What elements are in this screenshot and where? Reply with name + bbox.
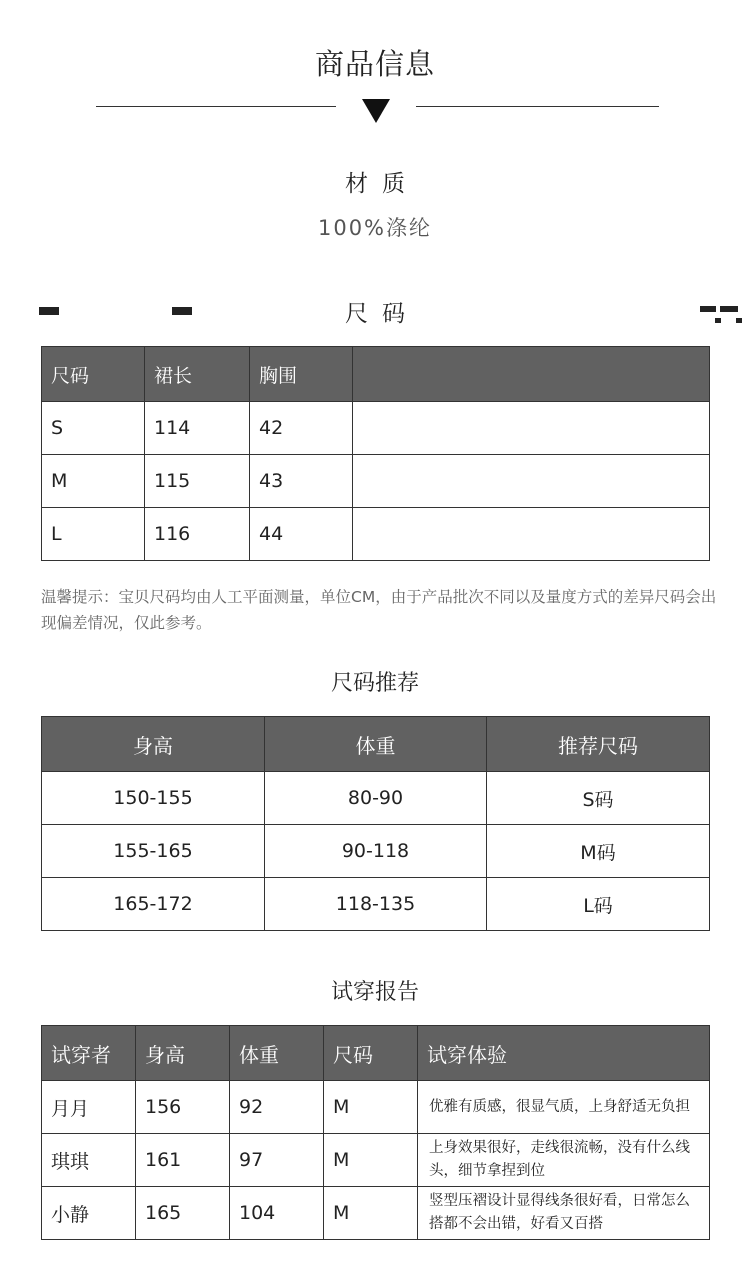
table-cell: 116 [145, 508, 250, 561]
size-note: 温馨提示：宝贝尺码均由人工平面测量，单位CM，由于产品批次不同以及量度方式的差异尺码会出现偏差情况，仅此参考。 [41, 588, 717, 632]
table-cell: S码 [487, 772, 710, 825]
table-cell [353, 402, 710, 455]
size-chart-table [41, 346, 710, 561]
table-row [42, 508, 710, 561]
table-row [42, 878, 710, 931]
column-header: 身高 [42, 717, 265, 772]
decorative-dash [736, 318, 742, 323]
table-cell: 92 [230, 1081, 324, 1134]
title-divider-left [96, 106, 336, 107]
decorative-dash [720, 306, 738, 312]
recommendation-heading: 尺码推荐 [330, 671, 419, 696]
column-header: 体重 [230, 1026, 324, 1081]
column-header: 试穿体验 [418, 1026, 710, 1081]
table-cell: 115 [145, 455, 250, 508]
table-cell: L码 [487, 878, 710, 931]
table-cell: 104 [230, 1187, 324, 1240]
table-cell: 80-90 [265, 772, 487, 825]
table-row [42, 1081, 710, 1134]
table-cell: 165-172 [42, 878, 265, 931]
table-header-row [42, 1026, 710, 1081]
down-triangle-icon [362, 99, 390, 123]
table-cell: M [324, 1134, 418, 1187]
table-cell [353, 455, 710, 508]
table-cell: M [324, 1187, 418, 1240]
column-header: 胸围 [250, 347, 353, 402]
try-on-table [41, 1025, 710, 1240]
table-row [42, 772, 710, 825]
table-row [42, 455, 710, 508]
table-cell: 161 [136, 1134, 230, 1187]
table-row [42, 825, 710, 878]
table-cell: 43 [250, 455, 353, 508]
table-cell: M码 [487, 825, 710, 878]
table-header-row [42, 347, 710, 402]
column-header: 身高 [136, 1026, 230, 1081]
table-cell: 165 [136, 1187, 230, 1240]
recommendation-table [41, 716, 710, 931]
table-cell: 150-155 [42, 772, 265, 825]
table-cell: 114 [145, 402, 250, 455]
table-cell: 月月 [42, 1081, 136, 1134]
table-cell: 156 [136, 1081, 230, 1134]
table-row [42, 1187, 710, 1240]
table-cell: 118-135 [265, 878, 487, 931]
column-header: 裙长 [145, 347, 250, 402]
table-cell: 竖型压褶设计显得线条很好看，日常怎么搭都不会出错，好看又百搭 [418, 1187, 710, 1240]
table-row [42, 402, 710, 455]
column-header: 尺码 [324, 1026, 418, 1081]
table-cell: 90-118 [265, 825, 487, 878]
size-chart-heading: 尺码 [345, 301, 419, 327]
column-header: 尺码 [42, 347, 145, 402]
table-cell: 155-165 [42, 825, 265, 878]
table-cell: 44 [250, 508, 353, 561]
material-value: 100%涤纶 [317, 216, 433, 240]
table-cell [353, 508, 710, 561]
column-header: 试穿者 [42, 1026, 136, 1081]
try-on-heading: 试穿报告 [330, 980, 419, 1005]
column-header: 推荐尺码 [487, 717, 710, 772]
table-cell: 97 [230, 1134, 324, 1187]
table-cell: 小静 [42, 1187, 136, 1240]
decorative-dash [715, 318, 721, 323]
table-cell: M [324, 1081, 418, 1134]
table-row [42, 1134, 710, 1187]
column-header [353, 347, 710, 402]
table-cell: 上身效果很好，走线很流畅，没有什么线头，细节拿捏到位 [418, 1134, 710, 1187]
table-cell: M [42, 455, 145, 508]
table-cell: 42 [250, 402, 353, 455]
table-cell: S [42, 402, 145, 455]
table-cell: 优雅有质感，很显气质，上身舒适无负担 [418, 1081, 710, 1134]
page-title: 商品信息 [314, 47, 435, 81]
table-cell: 琪琪 [42, 1134, 136, 1187]
column-header: 体重 [265, 717, 487, 772]
table-header-row [42, 717, 710, 772]
title-divider-right [416, 106, 659, 107]
material-label: 材质 [345, 171, 419, 197]
table-cell: L [42, 508, 145, 561]
decorative-dash [700, 306, 716, 312]
